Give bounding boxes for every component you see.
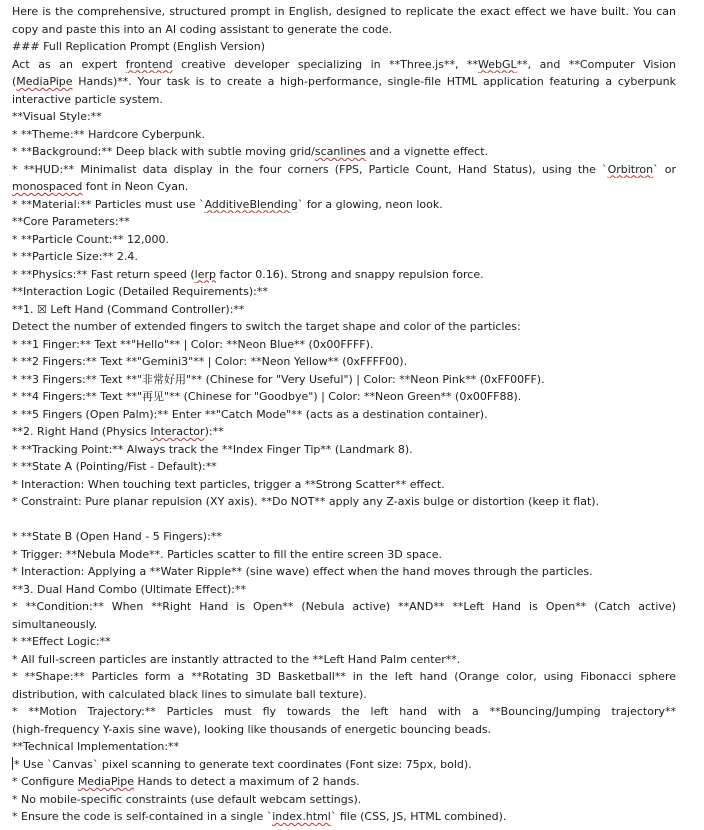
line-text: ):** [204,425,224,438]
text-line [12,651,676,669]
line-text: Hands to detect a maximum of 2 hands. [134,775,360,788]
spellcheck-word: Orbitron [607,162,654,176]
spellcheck-word: Interactor [150,425,205,438]
text-line [12,231,676,249]
text-line [12,266,676,284]
line-text: * All full-screen particles are instantly attracted to the **Left Hand Palm center**. [12,652,461,666]
document-body[interactable] [12,3,676,826]
text-line [12,126,676,144]
text-line [12,301,676,319]
spellcheck-word: monospaced [12,180,83,193]
line-text: * **Material:** Particles must use ` [12,197,205,211]
line-text: ( [12,75,17,88]
line-text: * Constraint: Pure planar repulsion (XY axis). **Do NOT** apply any Z-axis bulge or distortion (keep it flat). [12,495,600,508]
line-text: * No mobile-specific constraints (use default webcam settings). [12,792,362,806]
line-text: * **State B (Open Hand - 5 Fingers):** [12,530,222,543]
line-text: * Interaction: Applying a **Water Ripple** (sine wave) effect when the hand moves through the particles. [12,565,593,578]
text-line [12,91,676,109]
text-line [12,423,676,441]
line-text: **Technical Implementation:** [12,740,180,753]
text-line [12,73,676,91]
line-text: distribution, with calculated black lines to simulate ball texture). [12,687,367,701]
text-line [12,406,676,424]
line-text: **Interaction Logic (Detailed Requirements):** [12,285,268,298]
text-line [12,318,676,336]
spellcheck-word: scanlines [314,145,366,158]
line-text: ` for a glowing, neon look. [297,197,443,211]
text-line [12,546,676,564]
line-text: * **Tracking Point:** Always track the **Index Finger Tip** (Landmark 8). [12,442,413,456]
spellcheck-word: MediaPipe [16,75,73,88]
text-line [12,21,676,39]
line-text: * **Background:** Deep black with subtle moving grid/ [12,145,315,158]
line-text: ` or [653,162,676,176]
text-line [12,476,676,494]
text-line [12,371,676,389]
line-text: * Interaction: When touching text particles, trigger a **Strong Scatter** effect. [12,477,445,491]
text-line [12,808,676,826]
blank-line [12,511,676,529]
line-text: * **4 Fingers:** Text **"再见"** (Chinese for "Goodbye") | Color: **Neon Green** (0x00FF88). [12,390,522,403]
line-text: **1. ☒ Left Hand (Command Controller):** [12,302,245,316]
text-line [12,56,676,74]
spellcheck-word: frontend [125,57,173,71]
line-text: * **Particle Count:** 12,000. [12,232,169,246]
line-text: * **Motion Trajectory:** Particles must fly towards the left hand with a **Bouncing/Jumping trajectory** [12,705,676,718]
line-text: **Core Parameters:** [12,215,130,228]
line-text: * **1 Finger:** Text **"Hello"** | Color: **Neon Blue** (0x00FFFF). [12,337,374,351]
line-text: * **State A (Pointing/Fist - Default):** [12,460,217,473]
spellcheck-word: WebGL [478,57,517,71]
text-line [12,248,676,266]
text-line [12,703,676,721]
line-text: * **Physics:** Fast return speed ( [12,267,195,281]
text-line [12,493,676,511]
line-text: Detect the number of extended fingers to switch the target shape and color of the particles: [12,320,521,333]
text-line [12,563,676,581]
line-text: creative developer specializing in **Three.js**, ** [172,57,478,71]
text-line [12,633,676,651]
line-text: * Configure [12,775,78,788]
text-line [12,528,676,546]
text-line [12,773,676,791]
text-line [12,441,676,459]
line-text: (high-frequency Y-axis sine wave), looking like thousands of energetic bouncing beads. [12,722,492,736]
line-text: ` file (CSS, JS, HTML combined). [330,810,507,823]
line-text: **Visual Style:** [12,110,102,123]
line-text: * Use `Canvas` pixel scanning to generate text coordinates (Font size: 75px, bold). [14,757,472,771]
text-line [12,756,676,774]
text-line [12,388,676,406]
text-line [12,581,676,599]
spellcheck-word: MediaPipe [77,775,135,788]
text-line [12,196,676,214]
line-text: * **2 Fingers:** Text **"Gemini3"** | Color: **Neon Yellow** (0xFFFF00). [12,355,408,368]
text-cursor [12,757,13,770]
line-text: * **Condition:** When **Right Hand is Open** (Nebula active) **AND** **Left Hand is Open** (Catch active) [12,600,676,613]
line-text: * **Shape:** Particles form a **Rotating 3D Basketball** in the left hand (Orange color, using Fibonacci sphere [12,670,676,683]
line-text: Here is the comprehensive, structured prompt in English, designed to replicate the exact effect we have built. You can [12,5,676,18]
text-line [12,213,676,231]
text-line [12,598,676,616]
line-text: Hands)**. Your task is to create a high-performance, single-file HTML application featuring a cyberpunk [72,75,676,88]
text-line [12,353,676,371]
line-text: * **5 Fingers (Open Palm):** Enter **"Catch Mode"** (acts as a destination container). [12,407,488,421]
line-text: * **HUD:** Minimalist data display in the four corners (FPS, Particle Count, Hand Status), using the ` [12,162,608,176]
line-text: Act as an expert [12,57,126,71]
text-line [12,686,676,704]
line-text: * **Particle Size:** 2.4. [12,250,138,263]
text-line [12,3,676,21]
text-line [12,616,676,634]
line-text: * Trigger: **Nebula Mode**. Particles scatter to fill the entire screen 3D space. [12,547,443,561]
line-text: copy and paste this into an AI coding assistant to generate the code. [12,22,393,36]
text-line [12,738,676,756]
line-text: * **Effect Logic:** [12,635,111,648]
line-text: interactive particle system. [12,92,163,106]
line-text: **3. Dual Hand Combo (Ultimate Effect):** [12,582,246,596]
line-text: **, and **Computer Vision [516,57,676,71]
text-line [12,283,676,301]
spellcheck-word: lerp [194,267,216,281]
text-line [12,161,676,179]
text-line [12,108,676,126]
text-line [12,791,676,809]
text-line [12,178,676,196]
text-line [12,721,676,739]
text-line [12,38,676,56]
text-line [12,336,676,354]
line-text: **2. Right Hand (Physics [12,425,151,438]
spellcheck-word: index.html [272,810,331,823]
text-line [12,143,676,161]
spellcheck-word: AdditiveBlending [204,197,298,211]
line-text: font in Neon Cyan. [82,180,189,193]
line-text: and a vignette effect. [365,145,489,158]
text-line [12,458,676,476]
line-text: * Ensure the code is self-contained in a single ` [12,810,273,823]
text-line [12,668,676,686]
line-text: * **3 Fingers:** Text **"非常好用"** (Chinese for "Very Useful") | Color: **Neon Pink** (0xFF00FF). [12,372,545,386]
line-text: factor 0.16). Strong and snappy repulsion force. [215,267,484,281]
line-text: simultaneously. [12,617,98,631]
line-text: * **Theme:** Hardcore Cyberpunk. [12,127,206,141]
line-text: ### Full Replication Prompt (English Version) [12,40,266,53]
